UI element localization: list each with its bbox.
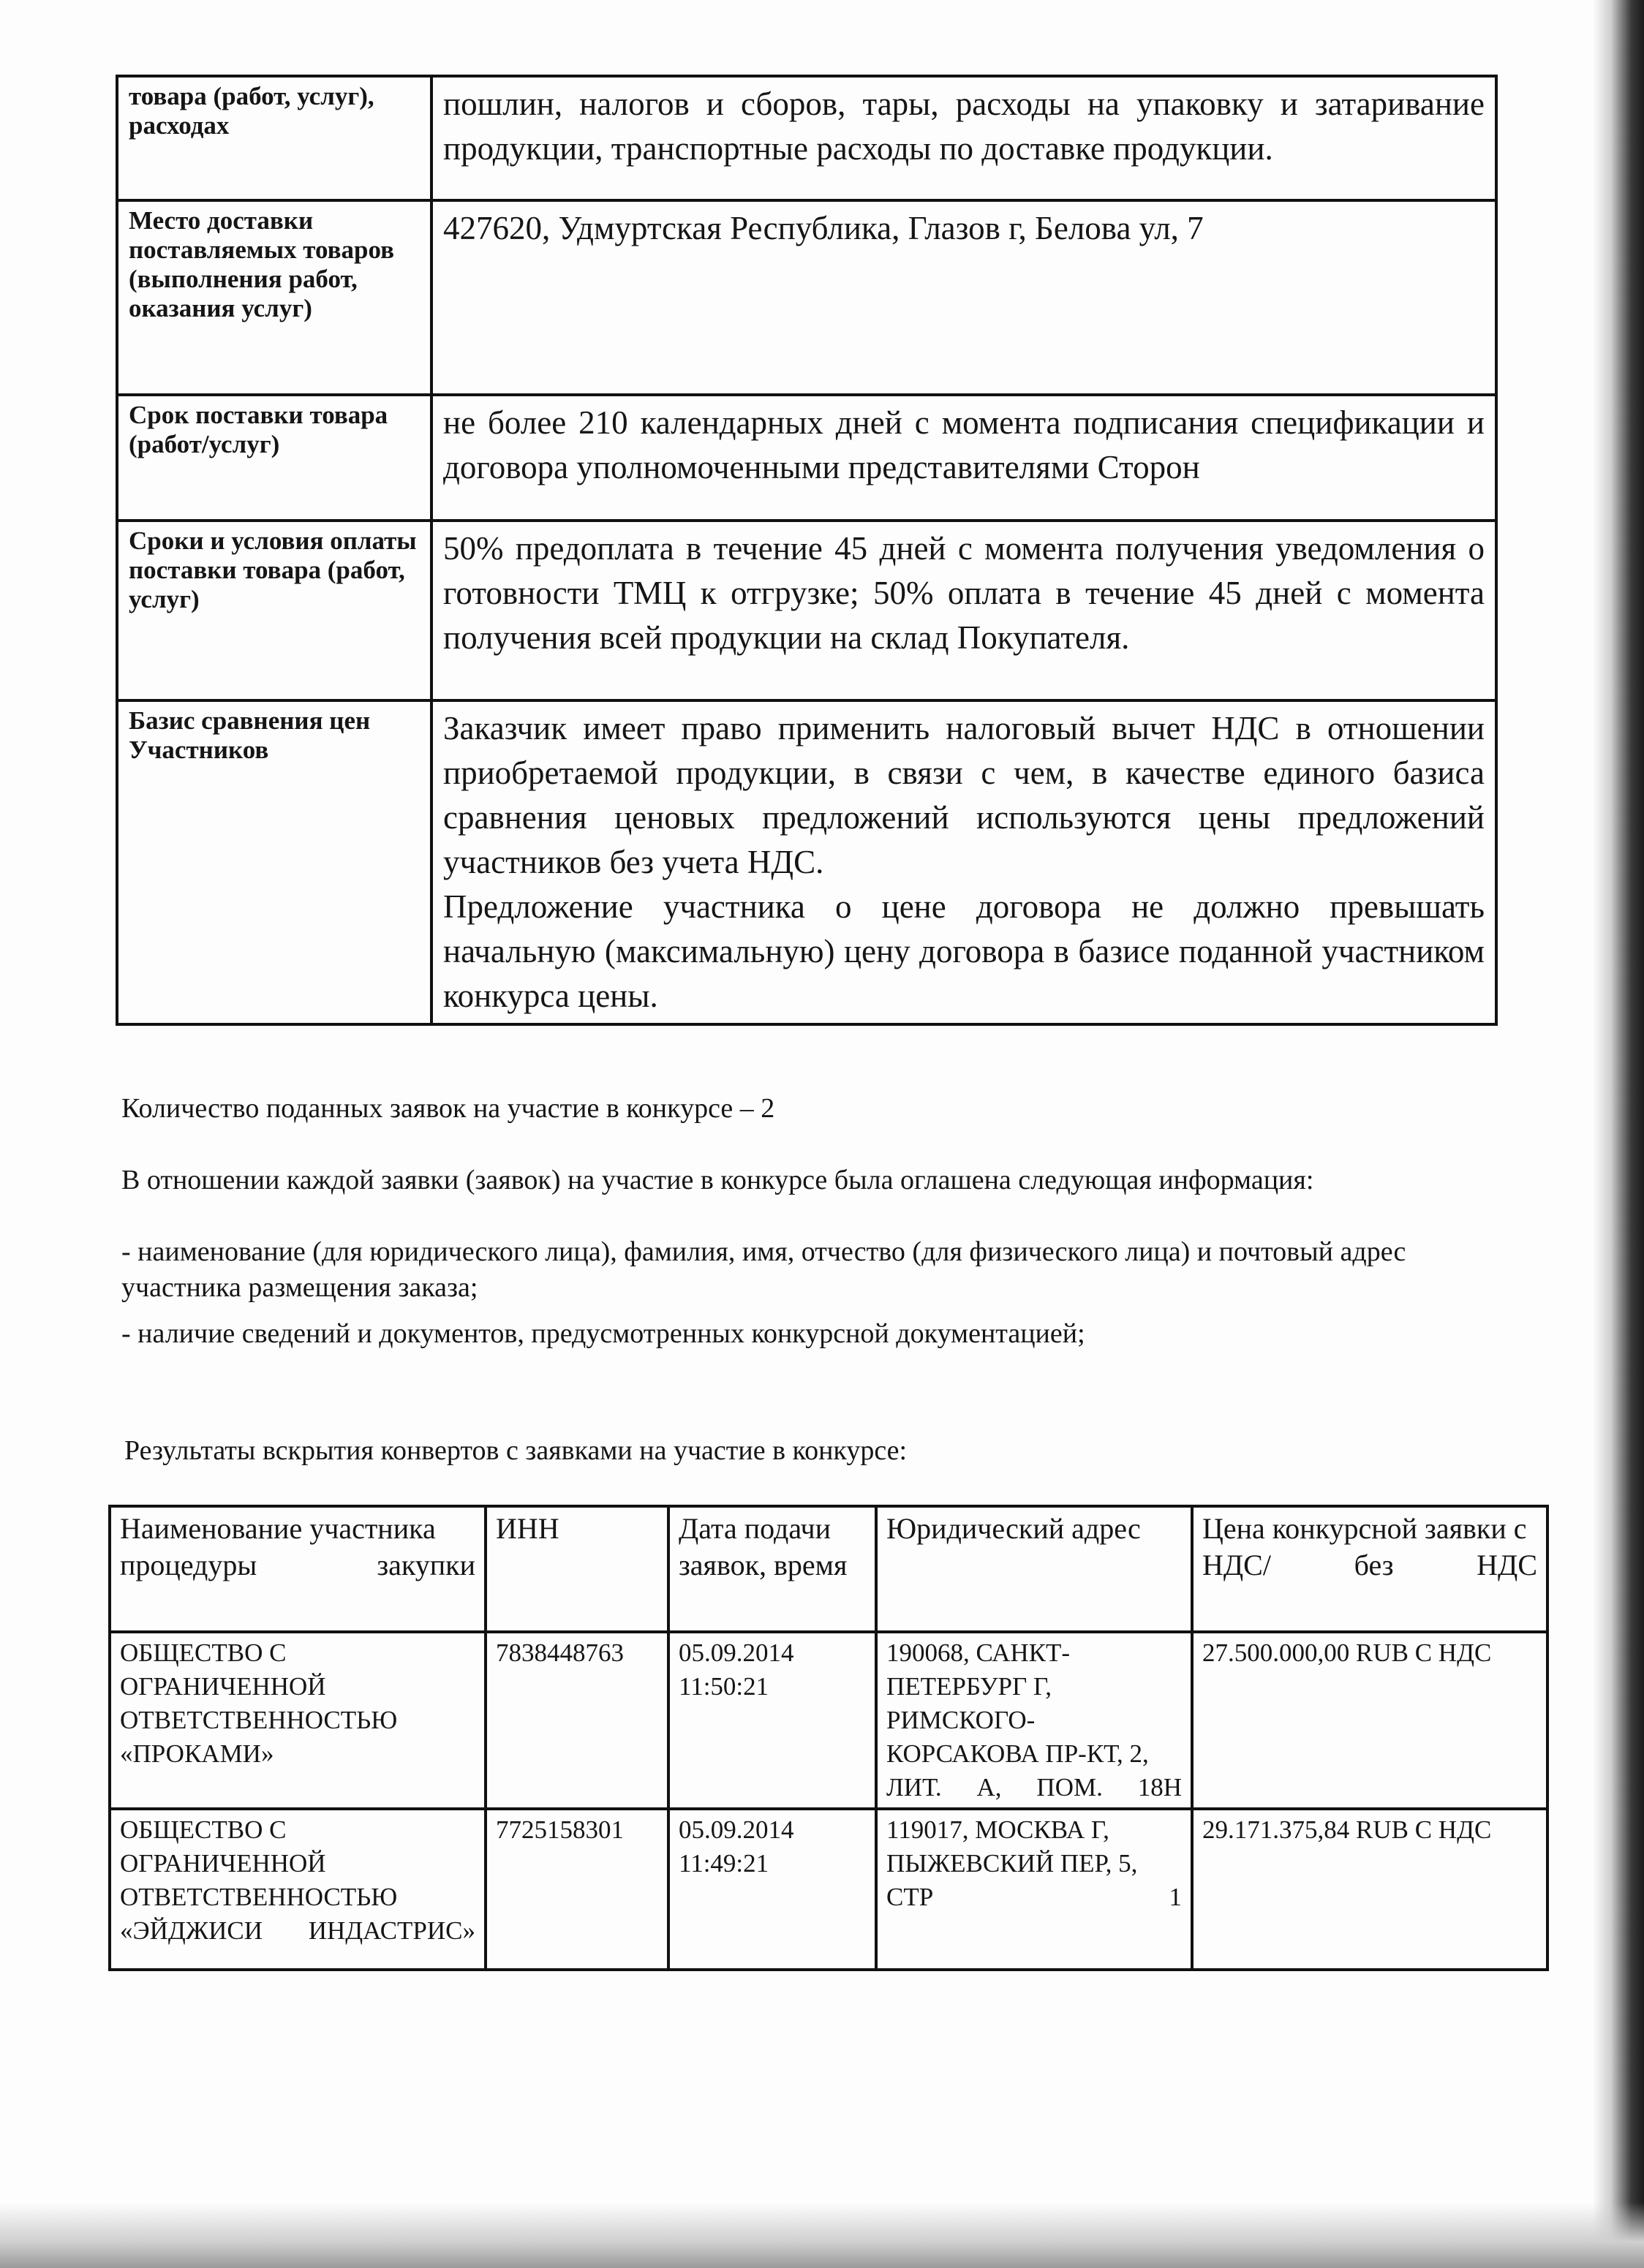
table-row	[110, 1632, 1547, 1809]
conditions-table	[116, 75, 1498, 1026]
header-address: Юридический адрес	[876, 1506, 1192, 1632]
announced-info-item: - наименование (для юридического лица), фамилия, имя, отчество (для физического лица) и почтовый адрес участника размещения заказа;	[121, 1236, 1406, 1303]
conditions-row	[117, 76, 1496, 200]
condition-value: пошлин, налогов и сборов, тары, расходы на упаковку и затаривание продукции, транспортные расходы по доставке продукции.	[431, 76, 1496, 200]
condition-value: 50% предоплата в течение 45 дней с момента получения уведомления о готовности ТМЦ к отгрузке; 50% оплата в течение 45 дней с момента получения всей продукции на склад Покупателя.	[431, 521, 1496, 700]
conditions-row	[117, 200, 1496, 395]
participant-inn: 7725158301	[486, 1809, 668, 1970]
bid-price: 27.500.000,00 RUB С НДС	[1192, 1632, 1547, 1809]
page-bottom-shadow	[0, 2202, 1644, 2268]
header-inn: ИНН	[486, 1506, 668, 1632]
condition-value-paragraph: Предложение участника о цене договора не должно превышать начальную (максимальную) цену договора в базисе поданной участником конкурса цены.	[443, 888, 1485, 1014]
results-header-row	[110, 1506, 1547, 1632]
condition-value: не более 210 календарных дней с момента подписания спецификации и договора уполномоченными представителями Сторон	[431, 395, 1496, 521]
results-heading: Результаты вскрытия конвертов с заявками на участие в конкурсе:	[124, 1435, 908, 1466]
condition-label: Сроки и условия оплаты поставки товара (работ, услуг)	[117, 521, 431, 700]
applications-count: Количество поданных заявок на участие в конкурсе – 2	[121, 1093, 775, 1124]
condition-label: Базис сравнения цен Участников	[117, 700, 431, 1024]
header-participant: Наименование участника процедуры закупки	[110, 1506, 486, 1632]
table-row	[110, 1809, 1547, 1970]
condition-value-paragraph: Заказчик имеет право применить налоговый вычет НДС в отношении приобретаемой продукции, в связи с чем, в качестве единого базиса сравнения ценовых предложений используются цены предложений участников без учета НДС.	[443, 710, 1485, 880]
condition-value	[431, 700, 1496, 1024]
announced-info-item: - наличие сведений и документов, предусмотренных конкурсной документацией;	[121, 1318, 1085, 1349]
legal-address: 119017, МОСКВА Г, ПЫЖЕВСКИЙ ПЕР, 5, СТР 1	[876, 1809, 1192, 1970]
page-edge-shadow	[1593, 0, 1644, 2268]
submission-datetime: 05.09.2014 11:50:21	[668, 1632, 876, 1809]
participant-inn: 7838448763	[486, 1632, 668, 1809]
condition-value: 427620, Удмуртская Республика, Глазов г, Белова ул, 7	[431, 200, 1496, 395]
header-price: Цена конкурсной заявки с НДС/ без НДС	[1192, 1506, 1547, 1632]
bid-price: 29.171.375,84 RUB С НДС	[1192, 1809, 1547, 1970]
legal-address: 190068, САНКТ-ПЕТЕРБУРГ Г, РИМСКОГО-КОРСАКОВА ПР-КТ, 2, ЛИТ. А, ПОМ. 18Н	[876, 1632, 1192, 1809]
conditions-row	[117, 395, 1496, 521]
conditions-row	[117, 700, 1496, 1024]
condition-label: Срок поставки товара (работ/услуг)	[117, 395, 431, 521]
submission-datetime: 05.09.2014 11:49:21	[668, 1809, 876, 1970]
participant-name: ОБЩЕСТВО С ОГРАНИЧЕННОЙ ОТВЕТСТВЕННОСТЬЮ «ПРОКАМИ»	[110, 1632, 486, 1809]
condition-label: товара (работ, услуг), расходах	[117, 76, 431, 200]
header-date: Дата подачи заявок, время	[668, 1506, 876, 1632]
results-table	[108, 1505, 1549, 1971]
conditions-row	[117, 521, 1496, 700]
participant-name: ОБЩЕСТВО С ОГРАНИЧЕННОЙ ОТВЕТСТВЕННОСТЬЮ «ЭЙДЖИСИ ИНДАСТРИС»	[110, 1809, 486, 1970]
condition-label: Место доставки поставляемых товаров (выполнения работ, оказания услуг)	[117, 200, 431, 395]
announced-info-intro: В отношении каждой заявки (заявок) на участие в конкурсе была оглашена следующая информация:	[121, 1165, 1314, 1195]
